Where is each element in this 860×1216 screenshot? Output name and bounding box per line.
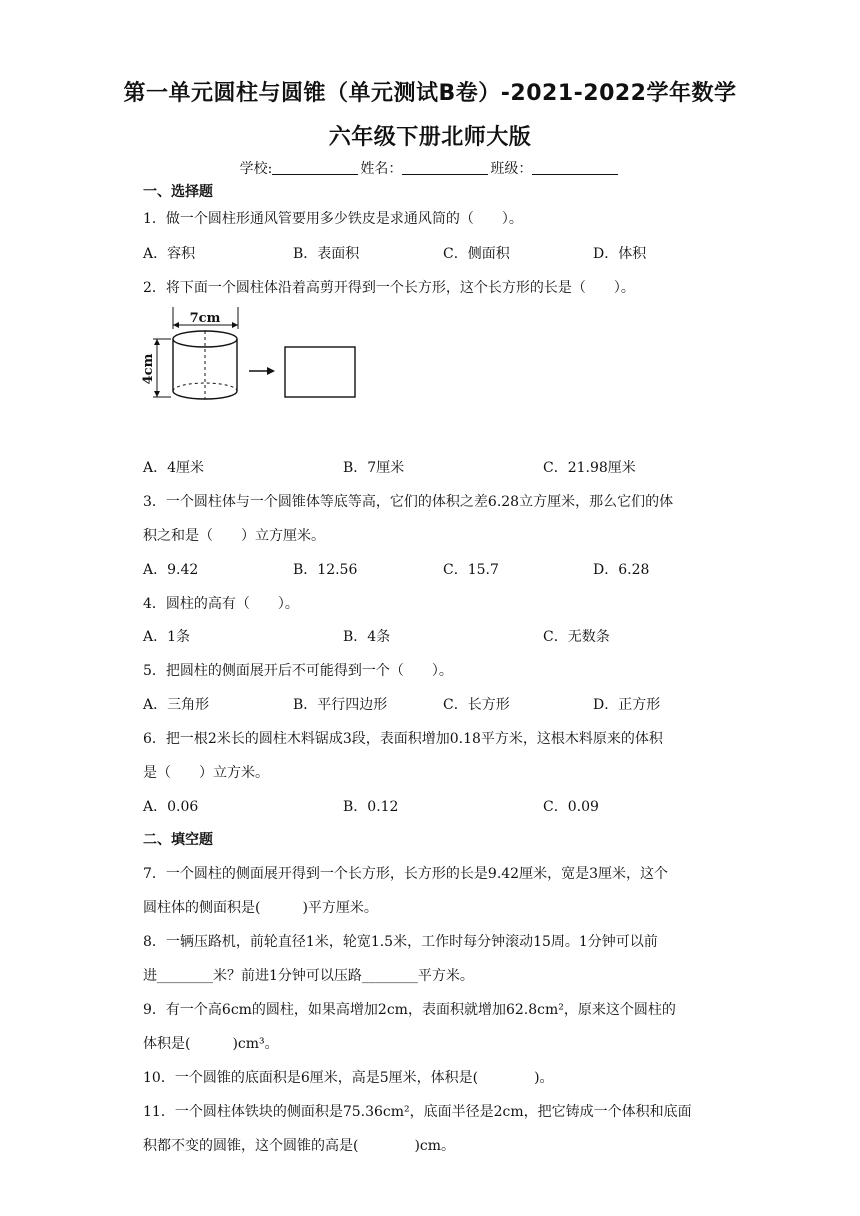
question-11-line-2: 积都不变的圆锥，这个圆锥的高是( )cm。: [143, 1138, 456, 1154]
school-blank[interactable]: [272, 160, 358, 175]
title-line-2: 六年级下册北师大版: [328, 125, 532, 150]
q2-option-c[interactable]: C．21.98厘米: [543, 460, 636, 476]
section-fill-title: 二、填空题: [143, 832, 213, 848]
class-blank[interactable]: [532, 160, 618, 175]
q3-option-d[interactable]: D．6.28: [593, 562, 650, 578]
q5-option-d[interactable]: D．正方形: [593, 697, 661, 713]
class-label: 班级：: [490, 161, 533, 177]
q3-option-b[interactable]: B．12.56: [293, 562, 358, 578]
q2-option-a[interactable]: A．4厘米: [143, 460, 205, 476]
school-label: 学校:: [239, 161, 273, 177]
question-9-line-2: 体积是( )cm³。: [143, 1036, 279, 1052]
q2-option-b[interactable]: B．7厘米: [343, 460, 405, 476]
q6-option-c[interactable]: C．0.09: [543, 799, 599, 815]
q1-option-a[interactable]: A．容积: [143, 246, 196, 262]
question-11-line-1: 11．一个圆柱体铁块的侧面积是75.36cm²，底面半径是2cm，把它铸成一个体积和底面: [143, 1104, 692, 1120]
section-choice-title: 一、选择题: [143, 184, 213, 200]
question-7-line-1: 7．一个圆柱的侧面展开得到一个长方形，长方形的长是9.42厘米，宽是3厘米，这个: [143, 866, 668, 882]
cylinder-figure: [143, 303, 373, 415]
question-9-line-1: 9．有一个高6cm的圆柱，如果高增加2cm，表面积就增加62.8cm²，原来这个圆柱的: [143, 1002, 676, 1018]
q4-option-b[interactable]: B．4条: [343, 629, 391, 645]
q5-option-a[interactable]: A．三角形: [143, 697, 210, 713]
question-3-line-2: 积之和是（ ）立方厘米。: [143, 528, 325, 544]
question-7-line-2: 圆柱体的侧面积是( )平方厘米。: [143, 900, 378, 916]
question-10: 10．一个圆锥的底面积是6厘米，高是5厘米，体积是( )。: [143, 1070, 554, 1086]
name-label: 姓名：: [360, 161, 403, 177]
title-line-1: 第一单元圆柱与圆锥（单元测试B卷）-2021-2022学年数学: [123, 81, 737, 106]
q5-option-c[interactable]: C．长方形: [443, 697, 510, 713]
q4-option-c[interactable]: C．无数条: [543, 629, 610, 645]
question-8-line-2: 进________米？前进1分钟可以压路________平方米。: [143, 968, 474, 984]
height-label: 4cm: [141, 353, 156, 385]
q1-option-d[interactable]: D．体积: [593, 246, 647, 262]
width-label: 7cm: [189, 311, 221, 326]
q4-option-a[interactable]: A．1条: [143, 629, 191, 645]
question-1: 1．做一个圆柱形通风管要用多少铁皮是求通风筒的（ ）。: [143, 211, 523, 227]
question-6-line-1: 6．把一根2米长的圆柱木料锯成3段，表面积增加0.18平方米，这根木料原来的体积: [143, 731, 663, 747]
q3-option-c[interactable]: C．15.7: [443, 562, 499, 578]
q3-option-a[interactable]: A．9.42: [143, 562, 199, 578]
question-6-line-2: 是（ ）立方米。: [143, 765, 269, 781]
question-4: 4．圆柱的高有（ ）。: [143, 596, 299, 612]
student-info: [0, 158, 860, 178]
q6-option-a[interactable]: A．0.06: [143, 799, 199, 815]
name-blank[interactable]: [402, 160, 488, 175]
question-3-line-1: 3．一个圆柱体与一个圆锥体等底等高，它们的体积之差6.28立方厘米，那么它们的体: [143, 494, 674, 510]
question-5: 5．把圆柱的侧面展开后不可能得到一个（ ）。: [143, 663, 453, 679]
q6-option-b[interactable]: B．0.12: [343, 799, 399, 815]
q5-option-b[interactable]: B．平行四边形: [293, 697, 388, 713]
q1-option-b[interactable]: B．表面积: [293, 246, 360, 262]
question-8-line-1: 8．一辆压路机，前轮直径1米，轮宽1.5米，工作时每分钟滚动15周。1分钟可以前: [143, 934, 658, 950]
question-2: 2．将下面一个圆柱体沿着高剪开得到一个长方形，这个长方形的长是（ ）。: [143, 280, 635, 296]
q1-option-c[interactable]: C．侧面积: [443, 246, 510, 262]
